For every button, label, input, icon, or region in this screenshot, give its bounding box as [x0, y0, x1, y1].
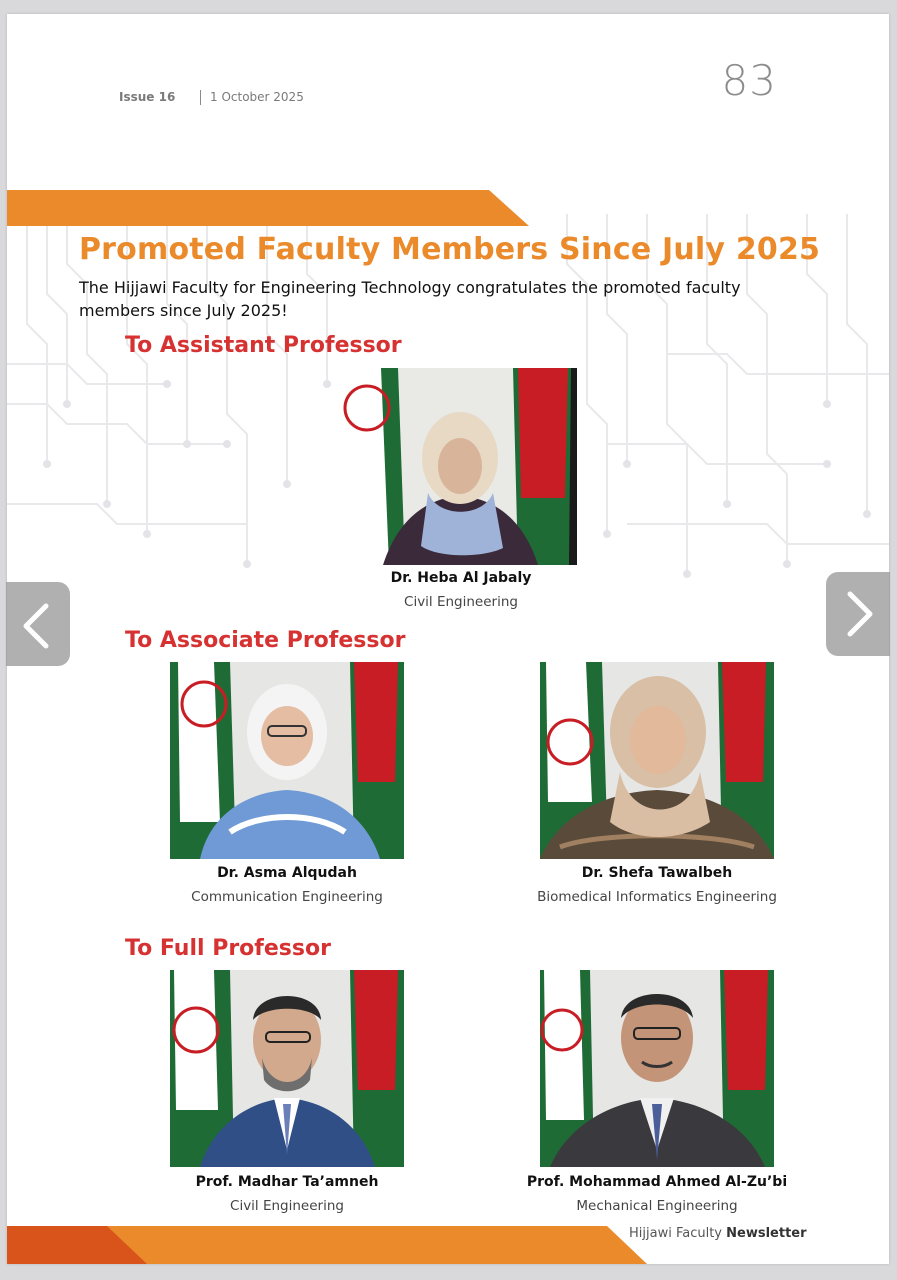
section-heading-full: To Full Professor [125, 936, 331, 961]
orange-banner-bottom [7, 1226, 647, 1264]
issue-number: Issue 16 [119, 90, 176, 104]
section-heading-assistant: To Assistant Professor [125, 333, 402, 358]
intro-text: The Hijjawi Faculty for Engineering Technology congratulates the promoted faculty members since July 2025! [79, 278, 741, 320]
faculty-name: Prof. Madhar Ta’amneh [195, 1174, 379, 1190]
next-page-button[interactable] [826, 572, 890, 656]
portrait-photo [170, 662, 404, 859]
faculty-name: Dr. Shefa Tawalbeh [581, 865, 733, 881]
issue-date: 1 October 2025 [210, 90, 304, 104]
orange-banner-top [7, 190, 529, 226]
portrait-photo [540, 662, 774, 859]
page-number: 83 [721, 56, 777, 105]
chevron-left-icon [6, 582, 70, 666]
faculty-name: Prof. Mohammad Ahmed Al-Zu’bi [526, 1174, 788, 1190]
portrait-photo [540, 970, 774, 1167]
portrait-photo [343, 368, 577, 565]
faculty-department: Communication Engineering [191, 889, 383, 905]
footer-bold: Newsletter [726, 1226, 807, 1241]
faculty-department: Biomedical Informatics Engineering [537, 889, 777, 905]
page-title: Promoted Faculty Members Since July 2025 [79, 232, 821, 267]
previous-page-button[interactable] [6, 582, 70, 666]
chevron-right-icon [826, 572, 890, 656]
faculty-name: Dr. Asma Alqudah [217, 865, 357, 881]
faculty-department: Civil Engineering [230, 1198, 344, 1214]
faculty-department: Civil Engineering [404, 594, 518, 610]
faculty-department: Mechanical Engineering [576, 1198, 738, 1214]
newsletter-page [7, 14, 889, 1264]
header-divider [200, 90, 201, 105]
portrait-photo [170, 970, 404, 1167]
faculty-name: Dr. Heba Al Jabaly [390, 570, 532, 586]
footer-newsletter-label [629, 1226, 807, 1241]
footer-prefix: Hijjawi Faculty [629, 1226, 722, 1241]
section-heading-associate: To Associate Professor [125, 628, 406, 653]
